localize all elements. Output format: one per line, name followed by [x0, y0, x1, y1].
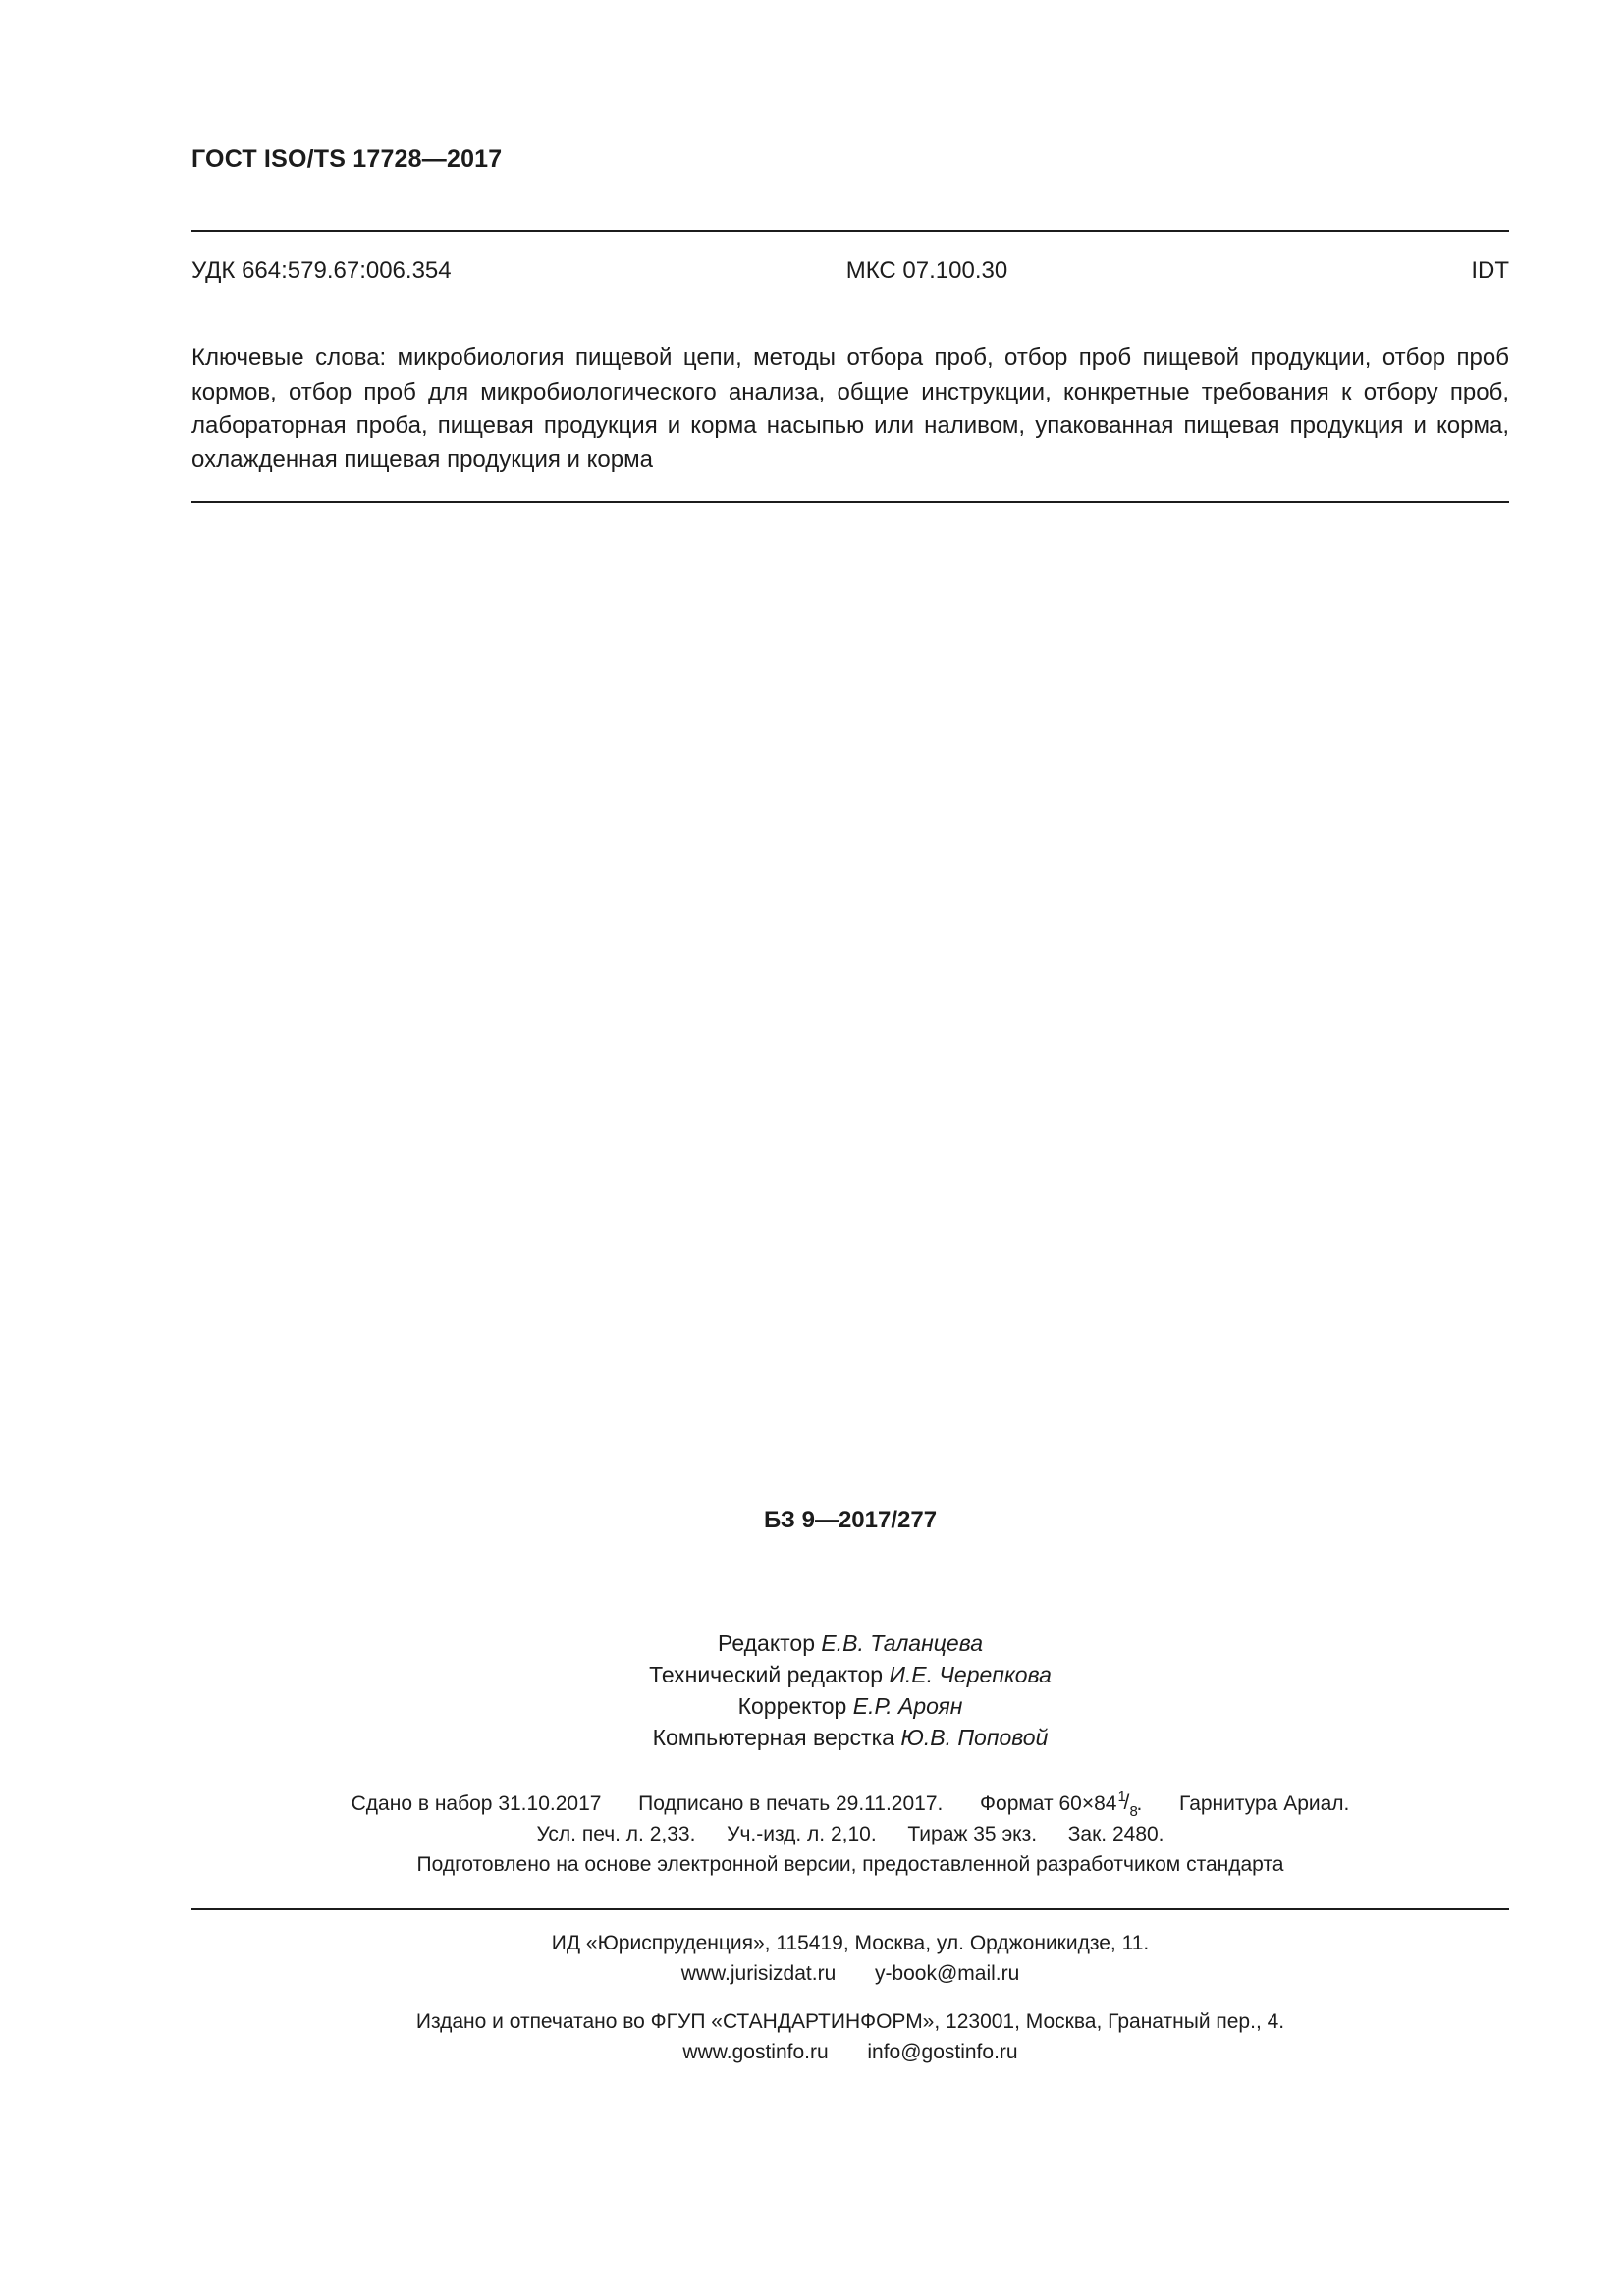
credit-line: [191, 1690, 1509, 1722]
classification-codes-row: [191, 257, 1509, 285]
credit-line: [191, 1659, 1509, 1690]
divider-top: [191, 230, 1509, 232]
credit-name: Е.Р. Ароян: [852, 1693, 963, 1719]
printer-address: Издано и отпечатано во ФГУП «СТАНДАРТИНФОРМ», 123001, Москва, Гранатный пер., 4.: [415, 2010, 1285, 2033]
publisher-website[interactable]: www.jurisizdat.ru: [680, 1962, 837, 1985]
credit-name: И.Е. Черепкова: [889, 1662, 1052, 1687]
printer-website[interactable]: www.gostinfo.ru: [682, 2041, 829, 2063]
imprint-line-sheets: [191, 1819, 1509, 1849]
imprint-format-label: Формат 60×84: [980, 1792, 1117, 1815]
credit-role: Редактор: [718, 1630, 816, 1656]
page-content: [191, 0, 1509, 2296]
imprint-format: [980, 1789, 1143, 1820]
credit-role: Технический редактор: [649, 1662, 884, 1687]
idt-label: IDT: [1471, 257, 1509, 284]
imprint-publisher-sheets: Уч.-изд. л. 2,10.: [727, 1823, 877, 1845]
imprint-order-number: Зак. 2480.: [1067, 1823, 1164, 1845]
publisher-address: ИД «Юриспруденция», 115419, Москва, ул. Орджоникидзе, 11.: [551, 1932, 1150, 1954]
credit-name: Е.В. Таланцева: [821, 1630, 983, 1656]
format-fraction: [1116, 1789, 1138, 1820]
editorial-credits: [191, 1628, 1509, 1753]
udk-code: УДК 664:579.67:006.354: [191, 257, 452, 284]
imprint-typeface: Гарнитура Ариал.: [1179, 1792, 1350, 1815]
publisher-contacts: [191, 1958, 1509, 1989]
catalog-code: БЗ 9—2017/277: [763, 1507, 938, 1533]
publisher-block-printer: [191, 2006, 1509, 2067]
imprint-format-dot: .: [1136, 1792, 1143, 1815]
publisher-email[interactable]: y-book@mail.ru: [874, 1962, 1020, 1985]
credit-role: Корректор: [737, 1693, 847, 1719]
publisher-block-primary: [191, 1928, 1509, 1989]
imprint-print-sheets: Усл. печ. л. 2,33.: [536, 1823, 696, 1845]
page-title: ГОСТ ISO/TS 17728—2017: [191, 145, 503, 173]
keywords-paragraph: Ключевые слова: микробиология пищевой цепи, методы отбора проб, отбор проб пищевой продукции, отбор проб кормов, отбор проб для микробиологического анализа, общие инструкции, конкретные требования к отбору проб, лабораторная проба, пищевая продукция и корма насыпью или наливом, упакованная пищевая продукция и корма, охлажденная пищевая продукция и корма: [191, 345, 1509, 473]
credit-name: Ю.В. Поповой: [900, 1725, 1049, 1750]
imprint-signed: Подписано в печать 29.11.2017.: [638, 1792, 944, 1815]
imprint-submitted: Сдано в набор 31.10.2017: [351, 1792, 602, 1815]
printer-contacts: [191, 2037, 1509, 2067]
credit-line: [191, 1722, 1509, 1753]
mks-code: МКС 07.100.30: [845, 257, 1008, 284]
credit-line: [191, 1628, 1509, 1659]
fraction-denominator: 8: [1129, 1803, 1138, 1820]
divider-bottom: [191, 1908, 1509, 1910]
imprint-line-production: [191, 1789, 1509, 1819]
divider-keywords: [191, 501, 1509, 503]
imprint-note: Подготовлено на основе электронной версии, предоставленной разработчиком стандарта: [416, 1853, 1284, 1876]
fraction-numerator: 1: [1117, 1789, 1126, 1805]
imprint-block: [191, 1789, 1509, 1880]
printer-email[interactable]: info@gostinfo.ru: [867, 2041, 1018, 2063]
credit-role: Компьютерная верстка: [652, 1725, 894, 1750]
imprint-circulation: Тираж 35 экз.: [907, 1823, 1038, 1845]
fraction-slash: /: [1123, 1791, 1130, 1814]
